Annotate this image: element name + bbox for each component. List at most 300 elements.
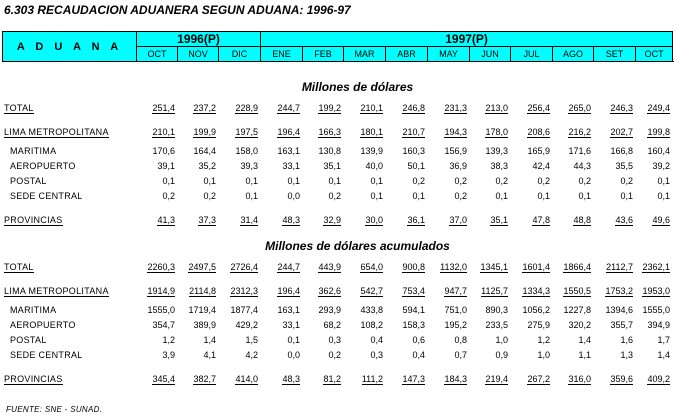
table-row [2, 189, 672, 204]
table-cell [427, 213, 469, 228]
table-cell [427, 372, 469, 387]
cell-value: 345,4 [152, 374, 175, 384]
table-row [2, 174, 672, 189]
table-row [2, 144, 672, 159]
table-cell [177, 260, 218, 275]
cell-value: 654,0 [360, 262, 383, 272]
cell-value: 414,0 [235, 374, 258, 384]
row-label [2, 318, 136, 333]
table-cell [593, 372, 635, 387]
table-cell [343, 333, 385, 348]
table-cell [302, 260, 343, 275]
table-row [2, 303, 672, 318]
cell-value: 0,2 [454, 191, 467, 201]
table-cell [177, 213, 218, 228]
cell-value: 195,2 [444, 320, 467, 330]
row-label [2, 260, 136, 275]
table-cell [343, 213, 385, 228]
table-cell [385, 372, 427, 387]
cell-value: 81,2 [323, 374, 341, 384]
cell-value: 2112,7 [606, 262, 633, 272]
table-cell [302, 284, 343, 299]
table-cell [260, 333, 302, 348]
table-cell [385, 159, 427, 174]
table-cell [635, 144, 672, 159]
cell-value: 1394,6 [605, 305, 633, 315]
cell-value: 4,2 [245, 350, 258, 360]
row-label-text: SEDE CENTRAL [10, 191, 83, 201]
cell-value: 293,9 [318, 305, 341, 315]
table-cell [136, 284, 177, 299]
row-spacer [2, 275, 672, 284]
month-header: MAY [428, 47, 470, 62]
cell-value: 0,4 [412, 350, 425, 360]
aduana-header: A D U A N A [3, 32, 137, 62]
cell-value: 147,3 [402, 374, 425, 384]
table-cell [635, 159, 672, 174]
cell-value: 594,1 [402, 305, 425, 315]
table-cell [177, 333, 218, 348]
cell-value: 39,2 [652, 161, 670, 171]
data-table-acumulados [2, 260, 672, 387]
cell-value: 362,6 [318, 286, 341, 296]
month-header: NOV [178, 47, 219, 62]
table-row [2, 159, 672, 174]
row-spacer [2, 204, 672, 213]
cell-value: 32,9 [323, 215, 341, 225]
cell-value: 542,7 [360, 286, 383, 296]
cell-value: 267,2 [527, 374, 550, 384]
month-header: DIC [219, 47, 261, 62]
cell-value: 2114,8 [189, 286, 216, 296]
row-label-text: TOTAL [4, 103, 34, 113]
cell-value: 1555,0 [147, 305, 175, 315]
row-label-text: POSTAL [10, 335, 47, 345]
cell-value: 246,8 [402, 103, 425, 113]
data-table-millones [2, 101, 672, 228]
cell-value: 216,2 [568, 127, 591, 137]
month-header: MAR [344, 47, 386, 62]
table-cell [260, 159, 302, 174]
cell-value: 394,9 [647, 320, 670, 330]
cell-value: 31,4 [240, 215, 258, 225]
row-label-text: AEROPUERTO [10, 320, 76, 330]
table-cell [552, 372, 593, 387]
row-label [2, 348, 136, 363]
cell-value: 0,1 [412, 191, 425, 201]
cell-value: 249,4 [647, 103, 670, 113]
table-cell [635, 284, 672, 299]
table-cell [385, 348, 427, 363]
cell-value: 1953,0 [642, 286, 670, 296]
row-label [2, 284, 136, 299]
cell-value: 1,6 [620, 335, 633, 345]
table-cell [136, 260, 177, 275]
month-header: ENE [261, 47, 303, 62]
cell-value: 160,3 [402, 146, 425, 156]
cell-value: 0,1 [537, 191, 550, 201]
column-header [2, 31, 673, 62]
table-cell [385, 213, 427, 228]
table-cell [302, 174, 343, 189]
cell-value: 0,2 [495, 176, 508, 186]
cell-value: 48,3 [282, 374, 300, 384]
table-cell [177, 144, 218, 159]
cell-value: 1056,2 [522, 305, 550, 315]
table-cell [552, 174, 593, 189]
table-cell [510, 101, 552, 116]
table-cell [177, 174, 218, 189]
table-cell [343, 159, 385, 174]
cell-value: 35,2 [198, 161, 216, 171]
table-cell [343, 372, 385, 387]
table-cell [552, 125, 593, 140]
table-cell [469, 125, 510, 140]
cell-value: 158,3 [402, 320, 425, 330]
table-cell [510, 303, 552, 318]
table-cell [218, 189, 260, 204]
cell-value: 39,3 [240, 161, 258, 171]
row-label-text: PROVINCIAS [4, 215, 63, 225]
cell-value: 751,0 [444, 305, 467, 315]
table-cell [218, 318, 260, 333]
cell-value: 753,4 [402, 286, 425, 296]
cell-value: 1719,4 [188, 305, 216, 315]
cell-value: 0,7 [454, 350, 467, 360]
table-cell [136, 125, 177, 140]
cell-value: 443,9 [318, 262, 341, 272]
table-cell [218, 372, 260, 387]
table-cell [260, 260, 302, 275]
table-cell [218, 213, 260, 228]
table-cell [593, 125, 635, 140]
cell-value: 3,9 [162, 350, 175, 360]
table-cell [593, 189, 635, 204]
section-title-acumulados: Millones de dólares acumulados [265, 239, 450, 253]
table-cell [552, 318, 593, 333]
cell-value: 210,7 [402, 127, 425, 137]
cell-value: 163,1 [277, 146, 300, 156]
table-cell [302, 144, 343, 159]
table-cell [510, 372, 552, 387]
table-cell [177, 101, 218, 116]
table-cell [552, 101, 593, 116]
table-cell [302, 348, 343, 363]
table-cell [343, 144, 385, 159]
cell-value: 1334,3 [522, 286, 550, 296]
table-row [2, 125, 672, 140]
table-cell [343, 189, 385, 204]
cell-value: 40,0 [365, 161, 383, 171]
table-cell [427, 101, 469, 116]
table-cell [427, 159, 469, 174]
table-row [2, 372, 672, 387]
cell-value: 208,6 [527, 127, 550, 137]
table-cell [302, 189, 343, 204]
table-cell [177, 284, 218, 299]
cell-value: 44,3 [573, 161, 591, 171]
table-cell [635, 372, 672, 387]
row-label [2, 333, 136, 348]
table-cell [510, 174, 552, 189]
table-cell [385, 284, 427, 299]
table-cell [469, 333, 510, 348]
table-cell [593, 318, 635, 333]
cell-value: 900,8 [402, 262, 425, 272]
cell-value: 199,8 [647, 127, 670, 137]
cell-value: 130,8 [318, 146, 341, 156]
table-cell [552, 284, 593, 299]
table-row [2, 284, 672, 299]
table-cell [510, 213, 552, 228]
table-cell [635, 174, 672, 189]
cell-value: 199,9 [193, 127, 216, 137]
cell-value: 171,6 [568, 146, 591, 156]
table-cell [510, 284, 552, 299]
cell-value: 0,1 [657, 191, 670, 201]
table-cell [218, 159, 260, 174]
table-cell [510, 318, 552, 333]
table-cell [136, 144, 177, 159]
cell-value: 111,2 [361, 374, 383, 384]
cell-value: 0,1 [245, 191, 258, 201]
cell-value: 1,2 [537, 335, 550, 345]
cell-value: 160,4 [647, 146, 670, 156]
table-cell [218, 125, 260, 140]
cell-value: 1,2 [162, 335, 175, 345]
table-cell [385, 101, 427, 116]
cell-value: 237,2 [193, 103, 216, 113]
cell-value: 0,3 [370, 350, 383, 360]
row-label-text: AEROPUERTO [10, 161, 76, 171]
cell-value: 1,5 [245, 335, 258, 345]
table-cell [427, 333, 469, 348]
table-cell [260, 189, 302, 204]
spacer-cell [2, 275, 672, 284]
table-cell [593, 303, 635, 318]
cell-value: 47,8 [532, 215, 550, 225]
table-cell [510, 125, 552, 140]
cell-value: 355,7 [610, 320, 633, 330]
cell-value: 199,2 [318, 103, 341, 113]
cell-value: 228,9 [235, 103, 258, 113]
cell-value: 1550,5 [563, 286, 591, 296]
table-cell [343, 318, 385, 333]
cell-value: 2497,5 [188, 262, 216, 272]
table-cell [469, 260, 510, 275]
table-cell [385, 318, 427, 333]
month-header: AGO [553, 47, 594, 62]
cell-value: 382,7 [193, 374, 216, 384]
table-cell [218, 174, 260, 189]
cell-value: 2312,3 [230, 286, 258, 296]
cell-value: 1753,2 [605, 286, 633, 296]
table-cell [552, 303, 593, 318]
cell-value: 0,1 [657, 176, 670, 186]
cell-value: 48,3 [282, 215, 300, 225]
row-label-text: TOTAL [4, 262, 34, 272]
cell-value: 0,2 [162, 191, 175, 201]
month-header: SET [594, 47, 636, 62]
cell-value: 1,4 [203, 335, 216, 345]
table-cell [635, 125, 672, 140]
cell-value: 219,4 [485, 374, 508, 384]
cell-value: 35,1 [490, 215, 508, 225]
cell-value: 37,0 [449, 215, 467, 225]
table-cell [635, 303, 672, 318]
cell-value: 890,3 [485, 305, 508, 315]
table-cell [302, 303, 343, 318]
cell-value: 0,1 [287, 335, 300, 345]
table-cell [385, 144, 427, 159]
cell-value: 1,0 [495, 335, 508, 345]
table-cell [177, 318, 218, 333]
cell-value: 33,1 [282, 320, 300, 330]
row-label [2, 372, 136, 387]
cell-value: 2362,1 [642, 262, 670, 272]
row-spacer [2, 363, 672, 372]
cell-value: 49,6 [652, 215, 670, 225]
table-cell [427, 303, 469, 318]
table-cell [510, 159, 552, 174]
table-cell [552, 348, 593, 363]
cell-value: 1,4 [578, 335, 591, 345]
cell-value: 0,9 [495, 350, 508, 360]
table-cell [343, 260, 385, 275]
year-1996-header: 1996(P) [137, 32, 261, 47]
cell-value: 30,0 [365, 215, 383, 225]
table-cell [593, 213, 635, 228]
table-cell [510, 333, 552, 348]
table-cell [136, 318, 177, 333]
cell-value: 48,8 [573, 215, 591, 225]
cell-value: 0,2 [412, 176, 425, 186]
table-cell [593, 284, 635, 299]
table-cell [260, 125, 302, 140]
cell-value: 39,1 [157, 161, 175, 171]
cell-value: 1132,0 [440, 262, 467, 272]
table-cell [469, 159, 510, 174]
table-cell [260, 144, 302, 159]
cell-value: 0,1 [495, 191, 508, 201]
row-label [2, 159, 136, 174]
table-cell [343, 348, 385, 363]
table-row [2, 333, 672, 348]
table-cell [343, 174, 385, 189]
table-cell [510, 348, 552, 363]
cell-value: 37,3 [198, 215, 216, 225]
table-cell [385, 125, 427, 140]
cell-value: 35,5 [615, 161, 633, 171]
cell-value: 0,1 [578, 191, 591, 201]
table-cell [136, 333, 177, 348]
table-cell [552, 213, 593, 228]
cell-value: 36,9 [449, 161, 467, 171]
cell-value: 0,1 [370, 191, 383, 201]
table-cell [218, 303, 260, 318]
row-label-text: SEDE CENTRAL [10, 350, 83, 360]
table-cell [218, 333, 260, 348]
year-1997-header: 1997(P) [261, 32, 673, 47]
table-cell [427, 174, 469, 189]
table-cell [260, 348, 302, 363]
cell-value: 197,5 [235, 127, 258, 137]
cell-value: 1,7 [657, 335, 670, 345]
table-cell [260, 174, 302, 189]
cell-value: 251,4 [152, 103, 175, 113]
cell-value: 0,0 [287, 191, 300, 201]
table-cell [385, 303, 427, 318]
cell-value: 1,1 [578, 350, 591, 360]
cell-value: 1,3 [620, 350, 633, 360]
cell-value: 50,1 [407, 161, 425, 171]
cell-value: 0,2 [578, 176, 591, 186]
cell-value: 35,1 [323, 161, 341, 171]
row-label-text: MARITIMA [10, 146, 57, 156]
table-cell [136, 189, 177, 204]
table-cell [635, 213, 672, 228]
cell-value: 1227,8 [563, 305, 591, 315]
cell-value: 256,4 [527, 103, 550, 113]
table-cell [469, 101, 510, 116]
cell-value: 275,9 [527, 320, 550, 330]
table-cell [218, 284, 260, 299]
row-label [2, 213, 136, 228]
table-cell [427, 189, 469, 204]
table-cell [260, 101, 302, 116]
cell-value: 0,2 [537, 176, 550, 186]
source-note: FUENTE: SNE - SUNAD. [6, 405, 103, 414]
cell-value: 233,5 [485, 320, 508, 330]
table-row [2, 318, 672, 333]
table-cell [302, 318, 343, 333]
table-row [2, 101, 672, 116]
cell-value: 0,2 [203, 191, 216, 201]
table-cell [510, 144, 552, 159]
table-cell [177, 125, 218, 140]
cell-value: 409,2 [647, 374, 670, 384]
cell-value: 246,3 [610, 103, 633, 113]
table-cell [552, 159, 593, 174]
cell-value: 184,3 [444, 374, 467, 384]
table-cell [136, 372, 177, 387]
table-cell [343, 125, 385, 140]
table-cell [260, 213, 302, 228]
table-row [2, 348, 672, 363]
cell-value: 1914,9 [147, 286, 175, 296]
table-cell [593, 159, 635, 174]
table-cell [427, 260, 469, 275]
table-cell [385, 333, 427, 348]
cell-value: 156,9 [444, 146, 467, 156]
table-cell [469, 213, 510, 228]
cell-value: 231,3 [444, 103, 467, 113]
table-cell [552, 144, 593, 159]
table-cell [635, 318, 672, 333]
table-cell [177, 159, 218, 174]
table-cell [302, 159, 343, 174]
month-header: ABR [386, 47, 428, 62]
table-cell [177, 189, 218, 204]
table-cell [469, 144, 510, 159]
table-cell [552, 189, 593, 204]
cell-value: 166,8 [610, 146, 633, 156]
table-cell [136, 101, 177, 116]
table-cell [260, 303, 302, 318]
table-cell [177, 348, 218, 363]
cell-value: 0,1 [245, 176, 258, 186]
row-label-text: LIMA METROPOLITANA [4, 286, 109, 296]
